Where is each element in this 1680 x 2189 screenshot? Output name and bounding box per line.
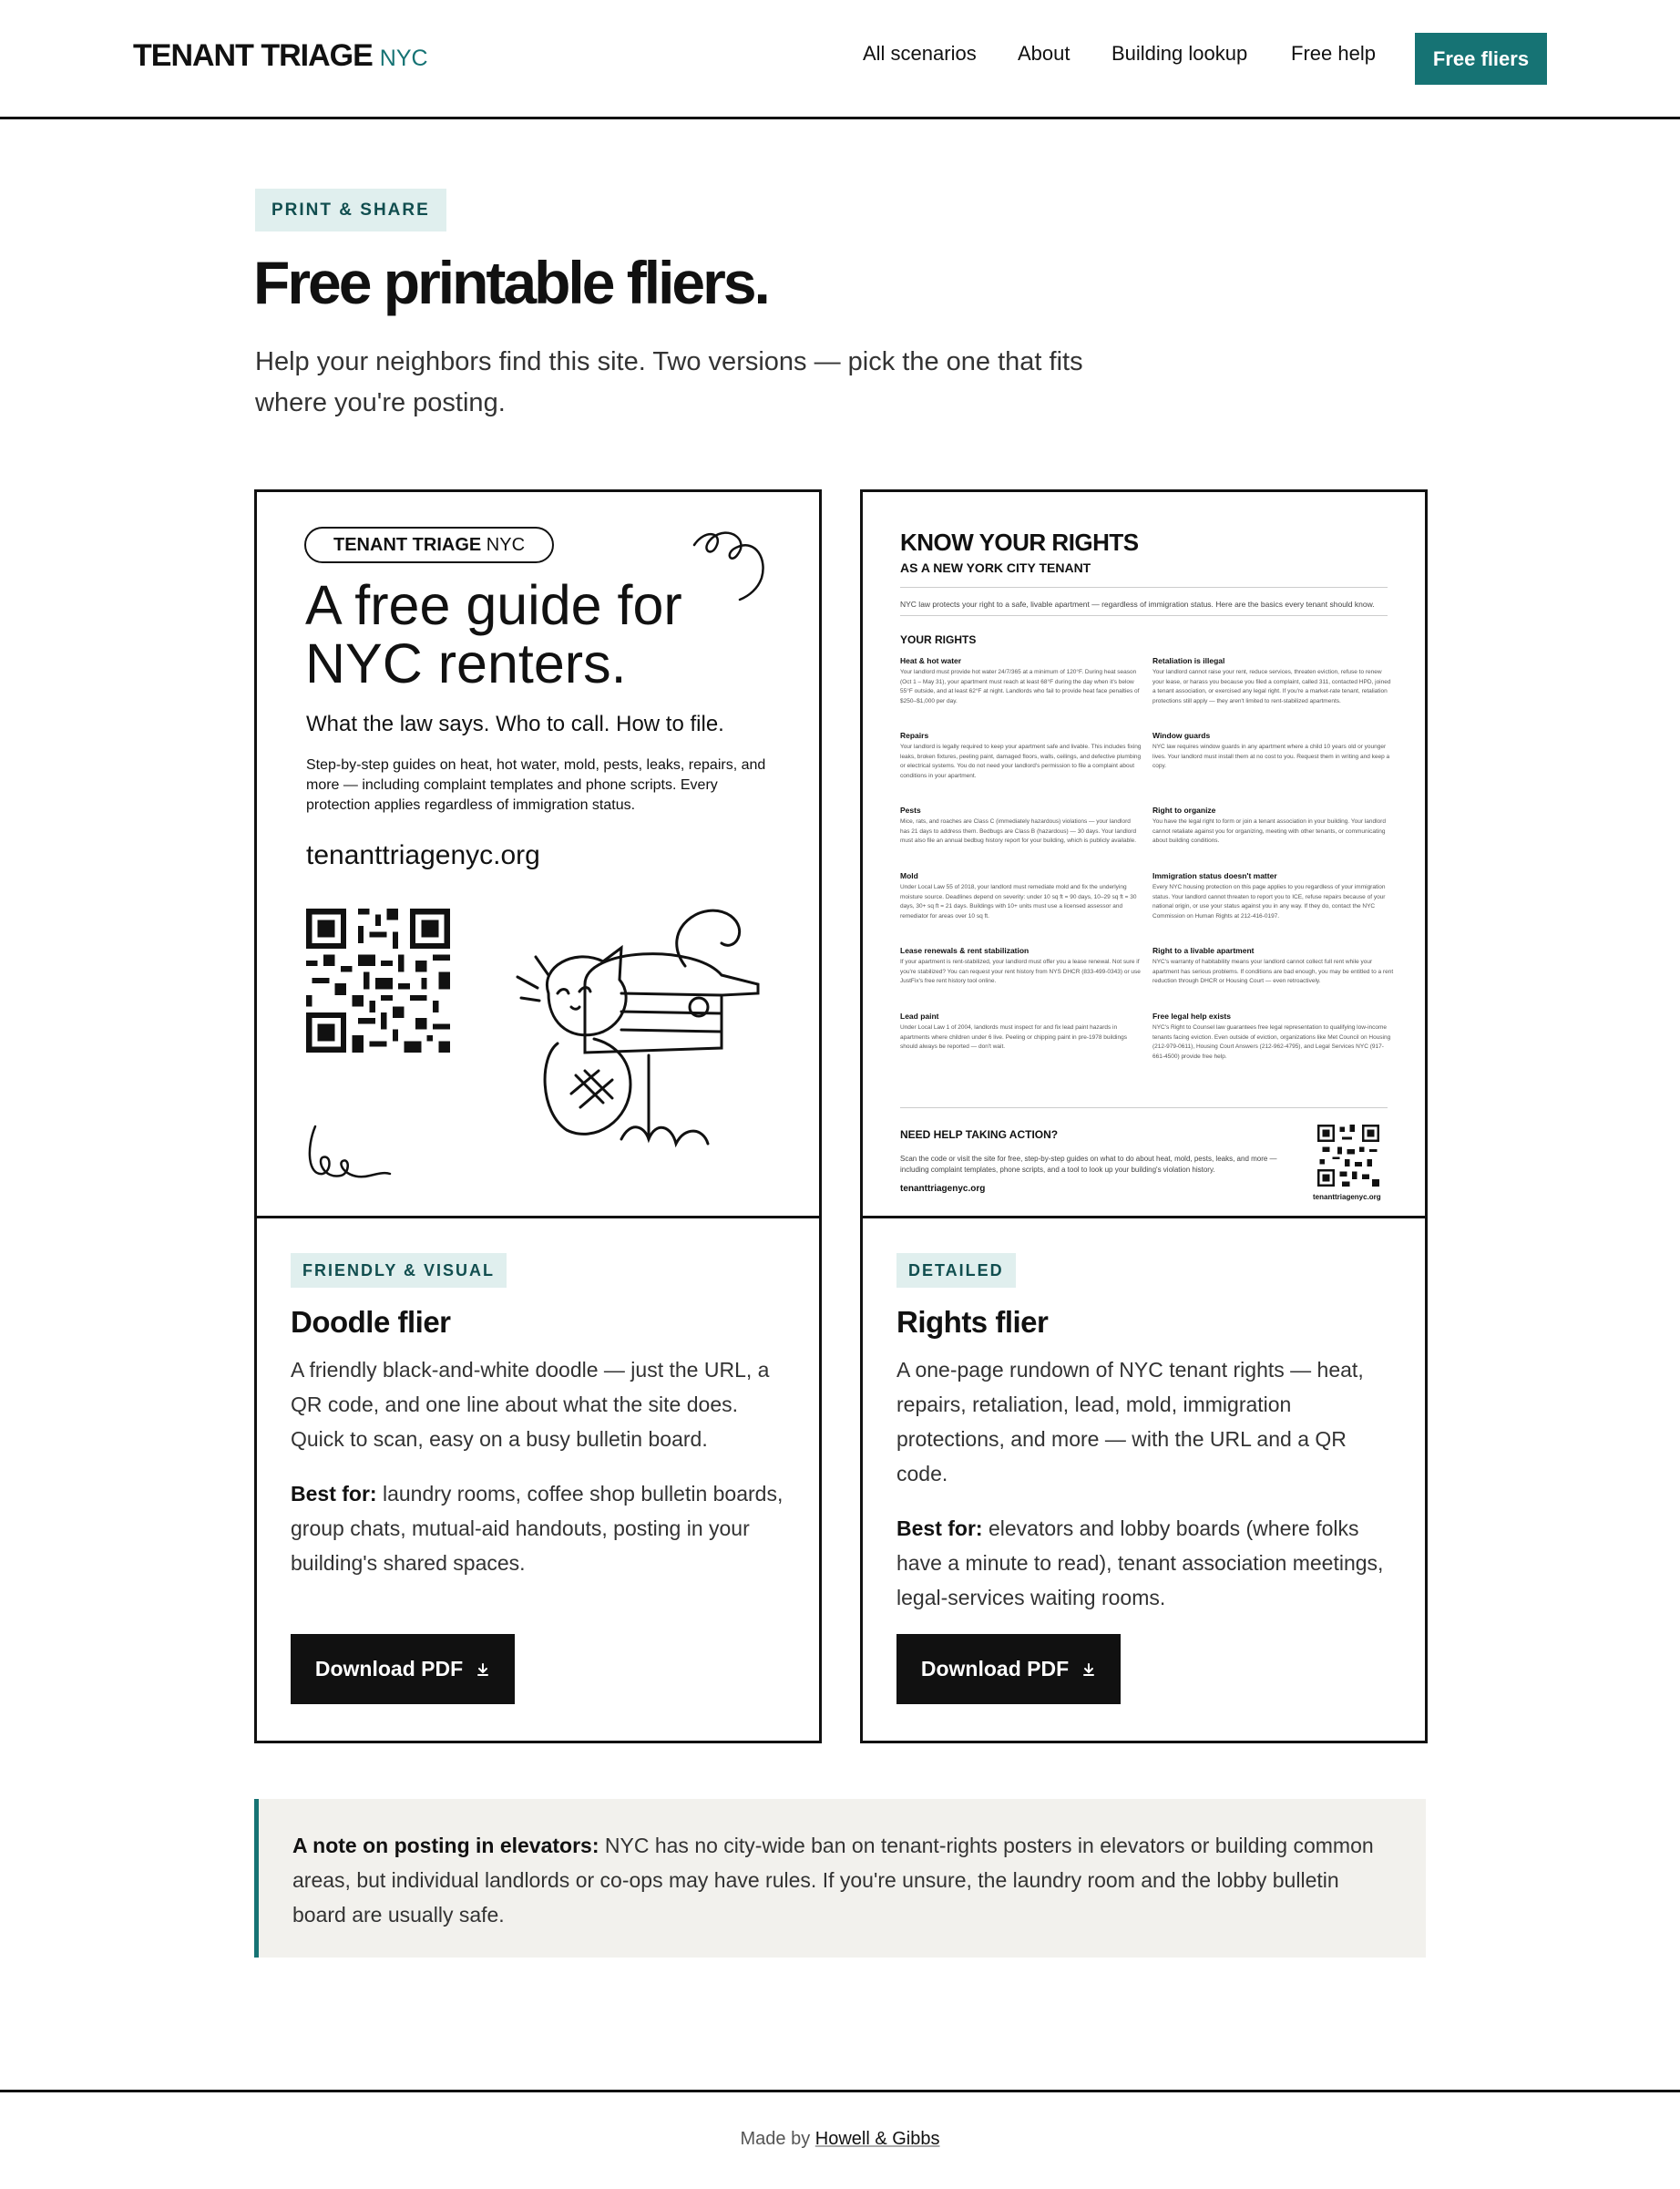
download-icon [476,1662,490,1677]
rights-section-title: YOUR RIGHTS [900,633,977,646]
note-text: NYC has no city-wide ban on tenant-rights posters in elevators or building common areas, but individual landlords or co-ops may have rules. If you're unsure, the laundry room and the lobby bulletin board are usually safe. [292,1834,1374,1927]
elevator-posting-note [254,1799,1426,1958]
rights-item [1152,1012,1394,1062]
qr-code-icon [306,909,450,1053]
cat-mailbox-illustration [485,893,794,1180]
flier-description: A one-page rundown of NYC tenant rights — heat, repairs, retaliation, lead, mold, immigration protections, and more — with the URL and a QR code. [896,1358,1364,1485]
flier-best-for [291,1476,792,1580]
doodle-subline: What the law says. Who to call. How to file. [306,712,724,736]
rights-item [1152,946,1394,987]
rights-item-body: NYC's warranty of habitability means your landlord cannot collect full rent while your apartment has serious problems. If conditions are bad enough, you may be entitled to a rent reduction through DHCR or Housing Court — even retroactively. [1152,959,1394,984]
rights-item [900,871,1142,921]
download-pdf-button[interactable] [291,1634,515,1704]
doodle-headline [305,576,682,693]
free-fliers-button[interactable]: Free fliers [1415,33,1547,85]
doodle-flier-info [291,1253,792,1580]
rights-help-title: NEED HELP TAKING ACTION? [900,1128,1059,1141]
rights-item-title: Lead paint [900,1012,939,1021]
rights-item [1152,731,1394,772]
rights-item-body: NYC's Right to Counsel law guarantees free legal representation to qualifying low-income tenants facing eviction. Even outside of eviction, organizations like Met Council on Housing (212-979-0611), Housing Court Answers (212-962-4795), and Legal Services NYC (917-661-4500) provide free help. [1152,1024,1391,1060]
rights-preview-title: KNOW YOUR RIGHTS [900,529,1139,556]
rights-divider [900,587,1388,588]
logo-sub: NYC [379,46,428,71]
best-for-label: Best for: [896,1516,983,1540]
best-for-label: Best for: [291,1482,377,1506]
rights-item [900,731,1142,781]
nav-all-scenarios[interactable]: All scenarios [863,42,977,65]
nav-free-help[interactable]: Free help [1291,42,1376,65]
footer-prefix: Made by [740,2129,811,2149]
rights-item-title: Right to organize [1152,806,1216,815]
rights-item-title: Free legal help exists [1152,1012,1231,1021]
rights-divider [900,615,1388,616]
rights-item-title: Retaliation is illegal [1152,656,1225,665]
download-pdf-button[interactable] [896,1634,1121,1704]
doodle-headline-line2: NYC renters. [305,632,627,694]
doodle-headline-line1: A free guide for [305,574,682,636]
rights-item [1152,871,1394,921]
site-footer [0,2090,1680,2189]
doodle-flier-preview[interactable] [257,492,819,1218]
rights-url: tenanttriagenyc.org [900,1184,986,1194]
rights-item-body: Your landlord cannot raise your rent, reduce services, threaten eviction, refuse to renew your lease, or harass you because you filed a complaint, called 311, contacted HPD, joined a tenant association, or exercised any legal right. If you're a market-rate tenant, retaliation protections still apply — they aren't limited to rent-stabilized apartments. [1152,669,1391,704]
rights-item [900,656,1142,706]
flier-best-for [896,1511,1398,1615]
page-lead: Help your neighbors find this site. Two versions — pick the one that fits where you're posting. [255,347,1083,417]
best-for-text: elevators and lobby boards (where folks have a minute to read), tenant association meetings, legal-services waiting rooms. [896,1516,1384,1609]
footer-credit-link[interactable]: Howell & Gibbs [814,2129,940,2149]
squiggle-doodle-icon [304,1121,392,1185]
rights-item-title: Mold [900,871,918,880]
rights-item-title: Pests [900,806,921,815]
doodle-url: tenanttriagenyc.org [306,840,540,870]
rights-preview-subtitle: AS A NEW YORK CITY TENANT [900,560,1091,575]
rights-flier-preview[interactable] [863,492,1425,1218]
flier-tag: FRIENDLY & VISUAL [291,1253,507,1288]
rights-flier-info [896,1253,1398,1615]
qr-code-icon [1317,1125,1379,1187]
best-for-text: laundry rooms, coffee shop bulletin boards, group chats, mutual-aid handouts, posting in your building's shared spaces. [291,1482,784,1575]
rights-item [900,1012,1142,1053]
download-button-label: Download PDF [920,1657,1070,1680]
nav-building-lookup[interactable]: Building lookup [1111,42,1248,65]
download-icon [1081,1662,1096,1677]
squiggle-doodle-icon [692,527,780,603]
rights-item [1152,656,1394,706]
rights-item-title: Heat & hot water [900,656,962,665]
site-header [0,0,1680,119]
eyebrow-tag: PRINT & SHARE [255,189,446,231]
rights-flier-card [860,489,1428,1743]
rights-divider [900,1107,1388,1108]
rights-item-title: Immigration status doesn't matter [1152,871,1277,880]
rights-item-title: Right to a livable apartment [1152,946,1255,955]
site-logo[interactable] [133,38,428,74]
flier-title: Doodle flier [291,1305,451,1339]
doodle-logo-pill [304,527,554,563]
rights-qr-caption: tenanttriagenyc.org [1313,1193,1381,1201]
page-title: Free printable fliers. [253,249,768,316]
nav-about[interactable]: About [1018,42,1070,65]
rights-item-body: Mice, rats, and roaches are Class C (immediately hazardous) violations — your landlord has 21 days to address them. Bedbugs are Class B (hazardous) — 30 days. Your landlord must also file an annual bedbug history report for your building, which is publicly available. [900,818,1137,844]
rights-item [900,806,1142,847]
rights-item-title: Repairs [900,731,929,740]
rights-item-body: Your landlord must provide hot water 24/7/365 at a minimum of 120°F. During heat season (Oct 1 – May 31), your apartment must reach at least 68°F during the day when it's below 55°F outside, and at least 62°F at night. Landlords who fail to provide heat face penalties of $250–$1,000 per day. [900,669,1140,704]
rights-item [1152,806,1394,847]
rights-item-body: If your apartment is rent-stabilized, your landlord must offer you a lease renewal. Not sure if you're stabilized? You can request your rent history from NYS DHCR (833-499-0343) or use JustFix's free rent history tool online. [900,959,1141,984]
pill-rest: NYC [486,535,526,555]
logo-main: TENANT TRIAGE [133,38,373,73]
footer-credit [0,2129,1680,2150]
rights-help-description: Scan the code or visit the site for free, step-by-step guides on what to do about heat, mold, pests, leaks, and more — including complaint templates, phone scripts, and a tool to look up your building's violation history. [900,1155,1277,1174]
download-button-label: Download PDF [314,1657,464,1680]
rights-item-body: NYC law requires window guards in any apartment where a child 10 years old or younger lives. Your landlord must install them at no cost to you. Request them in writing and keep a copy. [1152,744,1390,769]
flier-description: A friendly black-and-white doodle — just the URL, a QR code, and one line about what the site does. Quick to scan, easy on a busy bulletin board. [291,1358,770,1451]
rights-item-body: Your landlord is legally required to keep your apartment safe and livable. This includes fixing leaks, broken fixtures, peeling paint, damaged floors, walls, ceilings, and defective plumbing or electrical systems. You do not need your landlord's permission to file a complaint about conditions in your apartment. [900,744,1142,779]
rights-item-body: Every NYC housing protection on this page applies to you regardless of your immigration status. Your landlord cannot threaten to report you to ICE, refuse repairs because of your national origin, or use your status against you in any way. If they do, contact the NYC Commission on Human Rights at 212-416-0197. [1152,884,1386,920]
rights-item-title: Lease renewals & rent stabilization [900,946,1030,955]
rights-item-title: Window guards [1152,731,1211,740]
rights-preview-intro: NYC law protects your right to a safe, livable apartment — regardless of immigration status. Here are the basics every tenant should know. [900,600,1375,609]
flier-tag: DETAILED [896,1253,1016,1288]
rights-item-body: Under Local Law 1 of 2004, landlords must inspect for and fix lead paint hazards in apartments where children under 6 live. Peeling or chipping paint in pre-1978 buildings should always be reported — don't wait. [900,1024,1127,1050]
rights-item [900,946,1142,987]
note-label: A note on posting in elevators: [292,1834,599,1857]
pill-bold: TENANT TRIAGE [333,535,482,555]
flier-title: Rights flier [896,1305,1049,1339]
doodle-description: Step-by-step guides on heat, hot water, mold, pests, leaks, repairs, and more — including complaint templates and phone scripts. Every protection applies regardless of immigration status. [306,757,766,813]
rights-item-body: You have the legal right to form or join a tenant association in your building. Your landlord cannot retaliate against you for organizing, meeting with other tenants, or communicating about building conditions. [1152,818,1386,844]
rights-item-body: Under Local Law 55 of 2018, your landlord must remediate mold and fix the underlying moisture source. Deadlines depend on severity: under 10 sq ft = 90 days, 10–29 sq ft = 30 days, 30+ sq ft = 21 days. Buildings with 10+ units must use a licensed assessor and remediator for areas over 10 sq ft. [900,884,1137,920]
doodle-flier-card [254,489,822,1743]
